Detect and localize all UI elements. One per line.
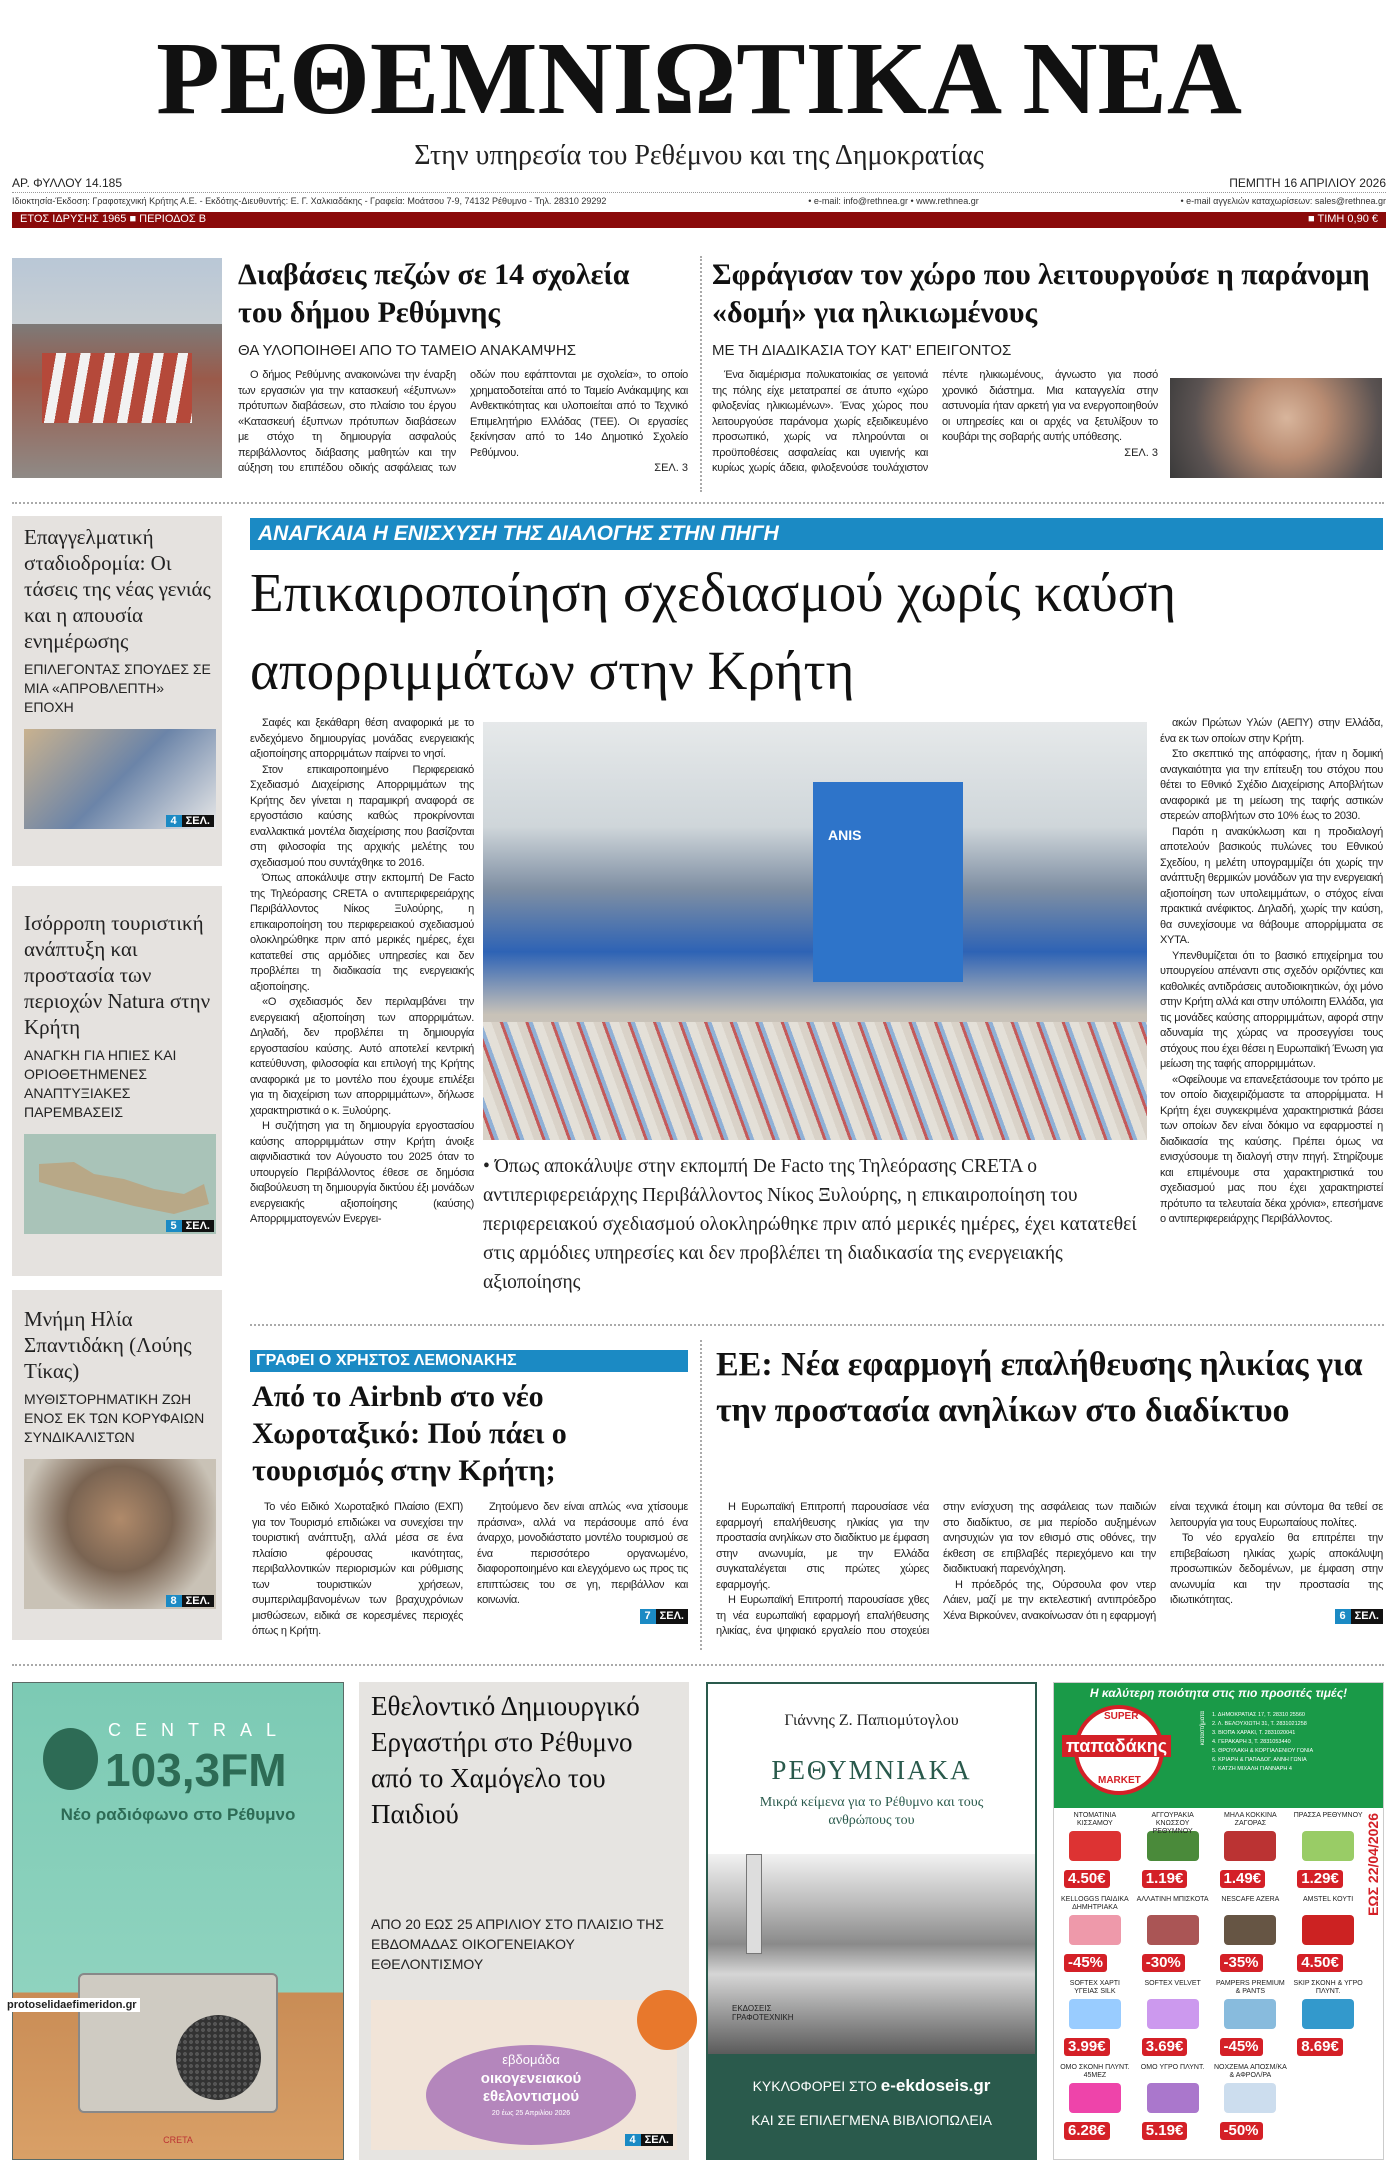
product-price: 3.69€ [1142,2038,1188,2056]
product-price: 1.19€ [1142,1870,1188,1888]
divider [12,502,1384,504]
volunteer-poster: εβδομάδα οικογενειακού εθελοντισμού 20 έως 25 Απριλίου 2026 4 ΣΕΛ. [371,2000,677,2150]
lead-headline[interactable]: Επικαιροποίηση σχεδιασμού χωρίς καύση απορριμμάτων στην Κρήτη [250,562,1177,701]
product-image [1069,2083,1121,2113]
watermark: protoselidaefimeridon.gr [4,1998,140,2012]
contact: • e-mail: info@rethnea.gr • www.rethnea.gr [808,196,979,206]
product-offer[interactable] [1136,1896,1210,1976]
product-offer[interactable] [1214,1812,1288,1892]
product-name: PAMPERS PREMIUM & PANTS [1216,1980,1285,1995]
product-offer[interactable] [1214,1896,1288,1976]
product-image [1302,1915,1354,1945]
offer-validity: ΕΩΣ 22/04/2026 [1365,1813,1381,1916]
product-offer[interactable] [1058,1812,1132,1892]
top1-body [238,368,688,477]
paragraph: Σαφές και ξεκάθαρη θέση αναφορικά με το ενδεχόμενο δημιουργίας μονάδας ενεργειακής αξιοποίησης απορριμάτων παίρνει το νησί. [250,717,474,760]
store-address: 3. ΒΙΟΠΑ ΧΑΡΑΚΙ, Τ. 2831020041 [1212,1730,1296,1736]
divider [12,1664,1384,1666]
store-address: 4. ΓΕΡΑΚΑΡΗ 3, Τ. 2831053440 [1212,1739,1291,1745]
supermarket-ad[interactable]: Η καλύτερη ποιότητα στις πιο προσιτές τιμές! SUPER παπαδάκης MARKET 1. ΔΗΜΟΚΡΑΤΙΑΣ 17, Τ. 28310 25560 2. Λ. ΒΕΛΟΥΧΙΩΤΗ 31, Τ. 2831021258 3. ΒΙΟΠΑ ΧΑΡΑΚΙ, Τ. 2831020041 4. ΓΕΡΑΚΑΡΗ 3, Τ. 2831053440 5. ΘΡΟΥΛΑΚΗ & ΚΟΡΓΙΑΛΕΝΙΟΥ ΓΩΝΙΑ 6. ΚΡΙΑΡΗ & ΠΑΠΑΔΟΓ. ΑΝΝΗ ΓΩΝΙΑ 7. ΚΑΤΖΗ ΜΙΧΑΛΗ ΓΙΑΝΝΑΡΗ 4 καταστήματα ΕΩΣ 22/04/2026 ΝΤΟΜΑΤΙΝΙΑ ΚΙΣΣΑΜΟΥ 4.50€ ΑΓΓΟΥΡΑΚΙΑ ΚΝΩΣΣΟΥ ΡΕΘΥΜΝΟΥ 1.19€ ΜΗΛΑ ΚΟΚΚΙΝΑ ΖΑΓΟΡΑΣ 1.49€ ΠΡΑΣΣΑ ΡΕΘΥΜΝΟΥ 1.29€ KELLOGGS ΠΑΙΔΙΚΑ ΔΗΜΗΤΡΙΑΚΑ -45% ΑΛΛΑΤΙΝΗ ΜΠΙΣΚΟΤΑ -30% NESCAFE AZERA -35% AMSTEL ΚΟΥΤΙ 4.50€ SOFTEX ΧΑΡΤΙ ΥΓΕΙΑΣ SILK 3.99€ SOFTEX VELVET 3.69€ PAMPERS PREMIUM & PANTS -45% SKIP ΣΚΟΝΗ & ΥΓΡΟ ΠΛΥΝΤ. 8.69€ OMO ΣΚΟΝΗ ΠΛΥΝΤ. 45ΜΕΖ 6.28€ OMO ΥΓΡΟ ΠΛΥΝΤ. 5.19€ NOXZEMA ΑΠΟΣΜ/ΚΑ & ΑΦΡΟΛ/ΡΑ -50% [1053,1682,1384,2160]
recycling-plant-photo [483,722,1147,1140]
store-address: 5. ΘΡΟΥΛΑΚΗ & ΚΟΡΓΙΑΛΕΝΙΟΥ ΓΩΝΙΑ [1212,1748,1314,1754]
product-price: -45% [1064,1954,1107,1972]
product-image [1147,1915,1199,1945]
newspaper-subtitle: Στην υπηρεσία του Ρεθέμνου και της Δημοκρατίας [414,140,984,171]
top2-kicker: ΜΕ ΤΗ ΔΙΑΔΙΚΑΣΙΑ ΤΟΥ ΚΑΤ' ΕΠΕΙΓΟΝΤΟΣ [712,342,1012,359]
product-price: 4.50€ [1297,1954,1343,1972]
paragraph: Ο δήμος Ρεθύμνης ανακοινώνει την έναρξη των εργασιών για την κατασκευή «έξυπνων» πρότυπων διαβάσεων, στο πλαίσιο του έργου «Κατασκευή έξυπνων πρότυπων διαβάσεων με στόχο τη δημιουργία ασφαλούς περιβάλλοντος διάβασης μαθητών και την αύξηση του επιπέδου οδικής ασφάλειας των οδών που εφάπτονται με σχολεία», το οποίο χρηματοδοτείται από το Ταμείο Ανάκαμψης και Ανθεκτικότητας και υλοποιείται από το Τεχνικό Επιμελητήριο Ελλάδας (ΤΕΕ). Οι εργασίες ξεκίνησαν από το 14ο Δημοτικό Σχολείο Ρεθύμνου. [238,369,688,474]
crete-map: 5 ΣΕΛ. [24,1134,216,1234]
product-image [1302,1831,1354,1861]
top1-page-ref[interactable]: ΣΕΛ. 3 [654,462,688,474]
book-title: ΡΕΘΥΜΝΙΑΚΑ [771,1755,972,1785]
tourism-body [252,1500,688,1640]
lead-body-left [250,716,474,1228]
sidebar-story[interactable] [12,516,222,866]
product-image [1302,1999,1354,2029]
price: ■ ΤΙΜΗ 0,90 € [1307,213,1378,225]
book-author: Γιάννης Ζ. Παπιομύτογλου [784,1712,959,1729]
product-image [1069,1831,1121,1861]
paragraph: Η συζήτηση για τη δημιουργία εργοστασίου καύσης απορριμμάτων στην Κρήτη άνοιξε αιφνιδιαστικά τον Αύγουστο του 2025 όταν το υπουργείο Περιβάλλοντος έθεσε σε δημόσια διαβούλευση τη δημιουργία δικτύου έξι μονάδων ενεργειακής αξιοποίησης (καύσης) Απορριμματογενών Ενεργει- [250,1120,474,1225]
product-price: 1.29€ [1297,1870,1343,1888]
product-image [1147,2083,1199,2113]
product-price: 6.28€ [1064,2122,1110,2140]
product-name: AMSTEL ΚΟΥΤΙ [1302,1896,1354,1903]
product-name: OMO ΣΚΟΝΗ ΠΛΥΝΤ. 45ΜΕΖ [1060,2064,1130,2079]
radio-ad[interactable] [12,1682,344,2160]
lead-kicker: ΑΝΑΓΚΑΙΑ Η ΕΝΙΣΧΥΣΗ ΤΗΣ ΔΙΑΛΟΓΗΣ ΣΤΗΝ ΠΗΓΗ [250,518,1383,550]
sidebar-kicker: ΕΠΙΛΕΓΟΝΤΑΣ ΣΠΟΥΔΕΣ ΣΕ ΜΙΑ «ΑΠΡΟΒΛΕΠΤΗ» ΕΠΟΧΗ [24,661,211,715]
imprint: Ιδιοκτησία-Έκδοση: Γραφοτεχνική Κρήτης Α.Ε. - Εκδότης-Διευθυντής: Ε. Γ. Χαλκιαδάκης - Γραφεία: Μοάτσου 7-9, 74132 Ρέθυμνο - Τηλ. 28310 29292 [12,196,607,206]
lead-body-right [1160,716,1383,1228]
sidebar-story[interactable] [12,886,222,1276]
book-availability: ΚΥΚΛΟΦΟΡΕΙ ΣΤΟ e-ekdoseis.gr ΚΑΙ ΣΕ ΕΠΙΛΕΓΜΕΝΑ ΒΙΒΛΙΟΠΩΛΕΙΑ [708,2054,1035,2158]
elderly-hands-photo [1170,378,1382,478]
product-price: 3.99€ [1064,2038,1110,2056]
top2-body [712,368,1158,477]
sidebar-headline[interactable]: Επαγγελματική σταδιοδρομία: Οι τάσεις της νέας γενιάς και η απουσία ενημέρωσης [24,525,211,653]
eu-headline[interactable]: ΕΕ: Νέα εφαρμογή επαλήθευσης ηλικίας για την προστασία ανηλίκων στο διαδίκτυο [716,1346,1363,1429]
product-name: SKIP ΣΚΟΝΗ & ΥΓΡΟ ΠΛΥΝΤ. [1293,1980,1363,1995]
product-offer[interactable] [1136,1980,1210,2060]
students-exam-photo: 4 ΣΕΛ. [24,729,216,829]
store-address: 2. Λ. ΒΕΛΟΥΧΙΩΤΗ 31, Τ. 2831021258 [1212,1721,1307,1727]
product-name: ΑΓΓΟΥΡΑΚΙΑ ΚΝΩΣΣΟΥ ΡΕΘΥΜΝΟΥ [1151,1812,1194,1835]
product-offer[interactable] [1058,2064,1132,2144]
top2-page-ref[interactable]: ΣΕΛ. 3 [1124,446,1158,459]
sidebar-kicker: ΑΝΑΓΚΗ ΓΙΑ ΗΠΙΕΣ ΚΑΙ ΟΡΙΟΘΕΤΗΜΕΝΕΣ ΑΝΑΠΤΥΞΙΑΚΕΣ ΠΑΡΕΜΒΑΣΕΙΣ [24,1047,177,1120]
issue-line [12,176,1386,193]
paragraph: Όπως αποκάλυψε στην εκπομπή De Facto της Τηλεόρασης CRETA ο αντιπεριφερειάρχης Περιβάλλοντος Νίκος Ξυλούρης, η επικαιροποίηση του περιφερειακού σχεδιασμού ολοκληρώθηκε πριν από μερικές ημέρες, έχει κατατεθεί στις αρμόδιες υπηρεσίες και δεν προβλέπει τη διαδικασία της ενεργειακής αξιοποίησης. [250,872,474,993]
eu-page-ref[interactable]: 6 ΣΕΛ. [1335,1609,1383,1625]
volunteer-story[interactable] [359,1682,689,2160]
product-price: -50% [1220,2122,1263,2140]
product-name: ΑΛΛΑΤΙΝΗ ΜΠΙΣΚΟΤΑ [1136,1896,1209,1903]
product-offer[interactable] [1291,1812,1365,1892]
product-name: ΜΗΛΑ ΚΟΚΚΙΝΑ ΖΑΓΟΡΑΣ [1224,1812,1277,1827]
tourism-kicker: ΓΡΑΦΕΙ Ο ΧΡΗΣΤΟΣ ΛΕΜΟΝΑΚΗΣ [250,1350,688,1372]
divider [700,256,702,492]
product-image [1224,1915,1276,1945]
red-info-bar [12,212,1386,228]
paragraph: Το νέο εργαλείο θα επιτρέπει την επιβεβαίωση ηλικίας χωρίς αποκάλυψη προσωπικών δεδομένων, με έμφαση στην ανωνυμία και την προστασία της ιδιωτικότητας. [1170,1532,1383,1606]
product-grid [1054,1808,1383,2148]
founded: ΕΤΟΣ ΙΔΡΥΣΗΣ 1965 ■ ΠΕΡΙΟΔΟΣ Β [20,213,207,225]
product-name: SOFTEX VELVET [1144,1980,1201,1987]
product-image [1147,1999,1199,2029]
book-subtitle: Μικρά κείμενα για το Ρέθυμνο και τους ανθρώπους του [759,1795,984,1828]
sidebar-kicker: ΜΥΘΙΣΤΟΡΗΜΑΤΙΚΗ ΖΩΗ ΕΝΟΣ ΕΚ ΤΩΝ ΚΟΡΥΦΑΙΩΝ ΣΥΝΔΙΚΑΛΙΣΤΩΝ [24,1391,205,1445]
paragraph: Στον επικαιροποιημένο Περιφερειακό Σχεδιασμό Διαχείρισης Απορριμμάτων της Κρήτης δεν γίνεται η παραμικρή αναφορά σε εργοστάσιο καύσης καθώς προκρίνονται εναλλακτικά μοντέλα διαχείρισης που βασίζονται στη φιλοσοφία της αρχικής μελέτης του σχεδιασμού που συντάχθηκε το 2016. [250,763,474,869]
product-offer[interactable] [1136,1812,1210,1892]
radio-footer: CRETA [163,2135,193,2145]
product-image [1069,1915,1121,1945]
product-name: NESCAFE AZERA [1221,1896,1280,1903]
paragraph: ακών Πρώτων Υλών (ΑΕΠΥ) στην Ελλάδα, ένα εκ των οποίων στην Κρήτη. [1160,717,1383,745]
ads-contact: • e-mail αγγελιών καταχωρίσεων: sales@rethnea.gr [1180,196,1386,206]
sidebar-story[interactable] [12,1290,222,1640]
radio-frequency: 103,3FM [105,1744,287,1796]
product-price: -35% [1220,1954,1263,1972]
product-name: OMO ΥΓΡΟ ΠΛΥΝΤ. [1140,2064,1205,2071]
lead-photo-caption: • Όπως αποκάλυψε στην εκπομπή De Facto της Τηλεόρασης CRETA ο αντιπεριφερειάρχης Περιβάλλοντος Νίκος Ξυλούρης, η επικαιροποίηση του περιφερειακού σχεδιασμού ολοκληρώθηκε πριν από μερικές ημέρες, έχει κατατεθεί στις αρμόδιες υπηρεσίες και δεν προβλέπει τη διαδικασία της ενεργειακής αξιοποίησης [483,1156,1137,1293]
sidebar-headline[interactable]: Μνήμη Ηλία Σπαντιδάκη (Λούης Τίκας) [24,1307,192,1383]
product-price: 1.49€ [1220,1870,1266,1888]
product-offer[interactable] [1058,1896,1132,1976]
product-offer[interactable] [1214,2064,1288,2144]
product-offer[interactable] [1291,1896,1365,1976]
product-price: -30% [1142,1954,1185,1972]
paragraph: Ζητούμενο δεν είναι απλώς «να χτίσουμε πράσινα», αλλά να περάσουμε από ένα άναρχο, μονοδιάστατο μοντέλο τουρισμού σε ένα περισσότερο οργανωμένο, διαφοροποιημένο και ελεγχόμενο ως προς τις επιπτώσεις του σε γη, περιβάλλον και κοινωνία. [477,1501,688,1606]
product-image [1224,2083,1276,2113]
paragraph: Η Ευρωπαϊκή Επιτροπή παρουσίασε χθες τη νέα ευρωπαϊκή εφαρμογή επαλήθευσης ηλικίας, ένα ψηφιακό εργαλείο που στοχεύει στην ενίσχυση της ασφάλειας των παιδιών στο διαδίκτυο, σε μια περίοδο αυξημένων ανησυχιών για τον εθισμό στις οθόνες, την έκθεση σε επιβλαβές περιεχόμενο και την διαδικτυακή παρενόχληση. [716,1501,1156,1637]
paragraph: Στο σκεπτικό της απόφασης, ήταν η δομική αναγκαιότητα για την επίτευξη του στόχου που θέτει το Εθνικό Σχέδιο Διαχείρισης Αποβλήτων αναφορικά με τη μείωση της ταφής αστικών στερεών αποβλήτων στο 10% έως το 2030. [1160,748,1383,822]
radio-brand: CENTRAL [108,1720,291,1740]
product-offer[interactable] [1214,1980,1288,2060]
radio-slogan: Νέο ραδιόφωνο στο Ρέθυμνο [60,1805,296,1824]
e-ekdoseis-link[interactable]: e-ekdoseis.gr [880,2076,991,2095]
top2-headline[interactable]: Σφράγισαν τον χώρο που λειτουργούσε η παράνομη «δομή» για ηλικιωμένους [712,258,1370,329]
newspaper-title: ΡΕΘΕΜΝΙΩΤΙΚΑ ΝΕΑ [156,21,1242,136]
product-price: 8.69€ [1297,2038,1343,2056]
market-logo: παπαδάκης [1062,1735,1171,1757]
product-name: NOXZEMA ΑΠΟΣΜ/ΚΑ & ΑΦΡΟΛ/ΡΑ [1213,2064,1287,2079]
divider [250,1324,1384,1326]
store-address: 1. ΔΗΜΟΚΡΑΤΙΑΣ 17, Τ. 28310 25560 [1212,1712,1305,1718]
paragraph: «Ο σχεδιασμός δεν περιλαμβάνει την ενεργειακή αξιοποίηση των απορριμάτων. Δηλαδή, δεν προβλέπει τη δημιουργία εργοστασίου καύσης. Αυτό αποτελεί κεντρική κατεύθυνση, φιλοσοφία και επιλογή της Κρήτης αναφορικά με το μοντέλο που έχουμε επιλέξει για τη διαχείριση των απορριμμάτων», δήλωσε χαρακτηριστικά ο κ. Ξυλούρης. [250,996,474,1117]
book-ad[interactable] [706,1682,1037,2160]
product-price: -45% [1220,2038,1263,2056]
tourism-headline[interactable]: Από το Airbnb στο νέο Χωροταξικό: Πού πάει ο τουρισμός στην Κρήτη; [252,1380,567,1487]
paragraph: Παρότι η ανακύκλωση και η προδιαλογή αποτελούν βασικούς πυλώνες του Εθνικού Σχεδίου, η μελέτη υπογραμμίζει ότι χωρίς την ανάπτυξη θερμικών μονάδων για την ενεργειακή αξιοποίηση των υπολειμμάτων, ο στόχος είναι πρακτικά ανέφικτος. Δηλαδή, χωρίς την καύση, θα συνεχίσουμε να θάβουμε απορρίμματα σε ΧΥΤΑ. [1160,825,1383,946]
store-list [1212,1711,1313,1774]
market-slogan: Η καλύτερη ποιότητα στις πιο προσιτές τιμές! [1089,1686,1348,1700]
product-image [1069,1999,1121,2029]
product-name: SOFTEX ΧΑΡΤΙ ΥΓΕΙΑΣ SILK [1069,1980,1120,1995]
product-offer[interactable] [1136,2064,1210,2144]
bust-statue-photo: 8 ΣΕΛ. [24,1459,216,1609]
volunteer-kicker: ΑΠΟ 20 ΕΩΣ 25 ΑΠΡΙΛΙΟΥ ΣΤΟ ΠΛΑΙΣΙΟ ΤΗΣ ΕΒΔΟΜΑΔΑΣ ΟΙΚΟΓΕΝΕΙΑΚΟΥ ΕΘΕΛΟΝΤΙΣΜΟΥ [371,1916,664,1972]
store-address: 6. ΚΡΙΑΡΗ & ΠΑΠΑΔΟΓ. ΑΝΝΗ ΓΩΝΙΑ [1212,1757,1307,1763]
paragraph: Ένα διαμέρισμα πολυκατοικίας σε γειτονιά της πόλης είχε μετατραπεί σε άτυπο «χώρο φιλοξενίας ηλικιωμένων». Ένας χώρος που λειτουργούσε παράνομα χωρίς εξειδικευμένο προσωπικό, χωρίς να πληρούνται οι προϋποθέσεις ασφαλείας και υγιεινής και κυρίως χωρίς άδεια, φιλοξενούσε τουλάχιστον πέντε ηλικιωμένους, άγνωστο για ποσό χρονικό διάστημα. Μια καταγγελία στην αστυνομία ήταν αρκετή για να ενεργοποιηθούν οι υπηρεσίες και οι αρχές να ξετυλίξουν το κουβάρι της σοβαρής αυτής υπόθεσης. [712,369,1158,474]
paragraph: «Οφείλουμε να επανεξετάσουμε τον τρόπο με τον οποίο διαχειριζόμαστε τα απορρίμματα. Η Κρήτη έχει συγκεκριμένα χαρακτηριστικά βάσει των οποίων δεν είναι δόκιμο να εφαρμοστεί η διαδικασία της καύσης. Πρέπει όμως να ενισχύσουμε τη διαλογή στην πηγή. Στηρίζουμε και επιμένουμε στα χαρακτηριστικά του σχεδιασμού μας που έχει χαρακτηριστεί πρότυπο τα τελευταία δέκα χρόνια», επεσήμανε ο αντιπεριφερειάρχης Περιβάλλοντος. [1160,1073,1383,1225]
top1-kicker: ΘΑ ΥΛΟΠΟΙΗΘΕΙ ΑΠΟ ΤΟ ΤΑΜΕΙΟ ΑΝΑΚΑΜΨΗΣ [238,342,576,359]
sidebar-headline[interactable]: Ισόρροπη τουριστική ανάπτυξη και προστασία των περιοχών Natura στην Κρήτη [24,911,211,1039]
radio-illustration [78,1973,278,2113]
paragraph: Το νέο Ειδικό Χωροταξικό Πλαίσιο (ΕΧΠ) για τον Τουρισμό επιδιώκει να συνεχίσει την τουριστική ανάπτυξη, αλλά μέσα σε ένα πλαίσιο φέρουσας ικανότητας, περιβαλλοντικών περιορισμών και ρύθμισης των τουριστικών χρήσεων, συμπεριλαμβανομένων των βραχυχρόνιων μισθώσεων, ειδικά σε κορεσμένες περιοχές όπως η Κρήτη. [252,1501,463,1637]
imprint-line [12,196,1386,206]
product-offer[interactable] [1291,1980,1365,2060]
product-image [1224,1999,1276,2029]
paragraph: Υπενθυμίζεται ότι το βασικό επιχείρημα του υπουργείου απέναντι στις σχεδόν οριζόντιες και καθολικές αντιδράσεις αυτοδιοικητικών, όχι μόνο στην Κρήτη αλλά και στην υπόλοιπη Ελλάδα, για τις μονάδες καύσης απορριμμάτων, αφορά στην αδυναμία της χώρας να προσεγγίσει τους στόχους που έχει θέσει η Ευρωπαϊκή Ένωση για μείωση της ταφής απορριμμάτων. [1160,949,1383,1070]
divider [700,1340,702,1650]
product-name: ΠΡΑΣΣΑ ΡΕΘΥΜΝΟΥ [1293,1812,1363,1819]
paragraph: Η Ευρωπαϊκή Επιτροπή παρουσίασε νέα εφαρμογή επαλήθευσης ηλικίας για την προστασία ανηλίκων στο διαδίκτυο με έμφαση στην ανωνυμία, με την Ελλάδα συγκαταλέγεται στις πρώτες χώρες εφαρμογής. [716,1501,929,1591]
harbor-photo: ΕΚΔΟΣΕΙΣ ΓΡΑΦΟΤΕΧΝΙΚΗ [708,1854,1035,2054]
paragraph: Η πρόεδρός της, Ούρσουλα φον ντερ Λάιεν, μαζί με την εκτελεστική αντιπρόεδρο Χένα Βιρκούνεν, ανακοίνωσαν ότι η εφαρμογή είναι τεχνικά έτοιμη και σύντομα θα τεθεί σε λειτουργία για τους Ευρωπαίους πολίτες. [943,1501,1383,1622]
product-name: ΝΤΟΜΑΤΙΝΙΑ ΚΙΣΣΑΜΟΥ [1073,1812,1117,1827]
machine-brand: ANIS [828,827,862,843]
crosswalk-photo [12,258,222,478]
issue-number: ΑΡ. ΦΥΛΛΟΥ 14.185 [12,176,122,190]
product-offer[interactable] [1058,1980,1132,2060]
product-image [1224,1831,1276,1861]
top1-headline[interactable]: Διαβάσεις πεζών σε 14 σχολεία του δήμου Ρεθύμνης [238,258,630,329]
product-price: 5.19€ [1142,2122,1188,2140]
eu-body [716,1500,1383,1640]
issue-date: ΠΕΜΠΤΗ 16 ΑΠΡΙΛΙΟΥ 2026 [1229,176,1386,190]
product-price: 4.50€ [1064,1870,1110,1888]
store-address: 7. ΚΑΤΖΗ ΜΙΧΑΛΗ ΓΙΑΝΝΑΡΗ 4 [1212,1766,1292,1772]
volunteer-headline[interactable]: Εθελοντικό Δημιουργικό Εργαστήρι στο Ρέθυμνο από το Χαμόγελο του Παιδιού [371,1691,640,1829]
tourism-page-ref[interactable]: 7 ΣΕΛ. [640,1609,688,1625]
product-name: KELLOGGS ΠΑΙΔΙΚΑ ΔΗΜΗΤΡΙΑΚΑ [1061,1896,1129,1911]
